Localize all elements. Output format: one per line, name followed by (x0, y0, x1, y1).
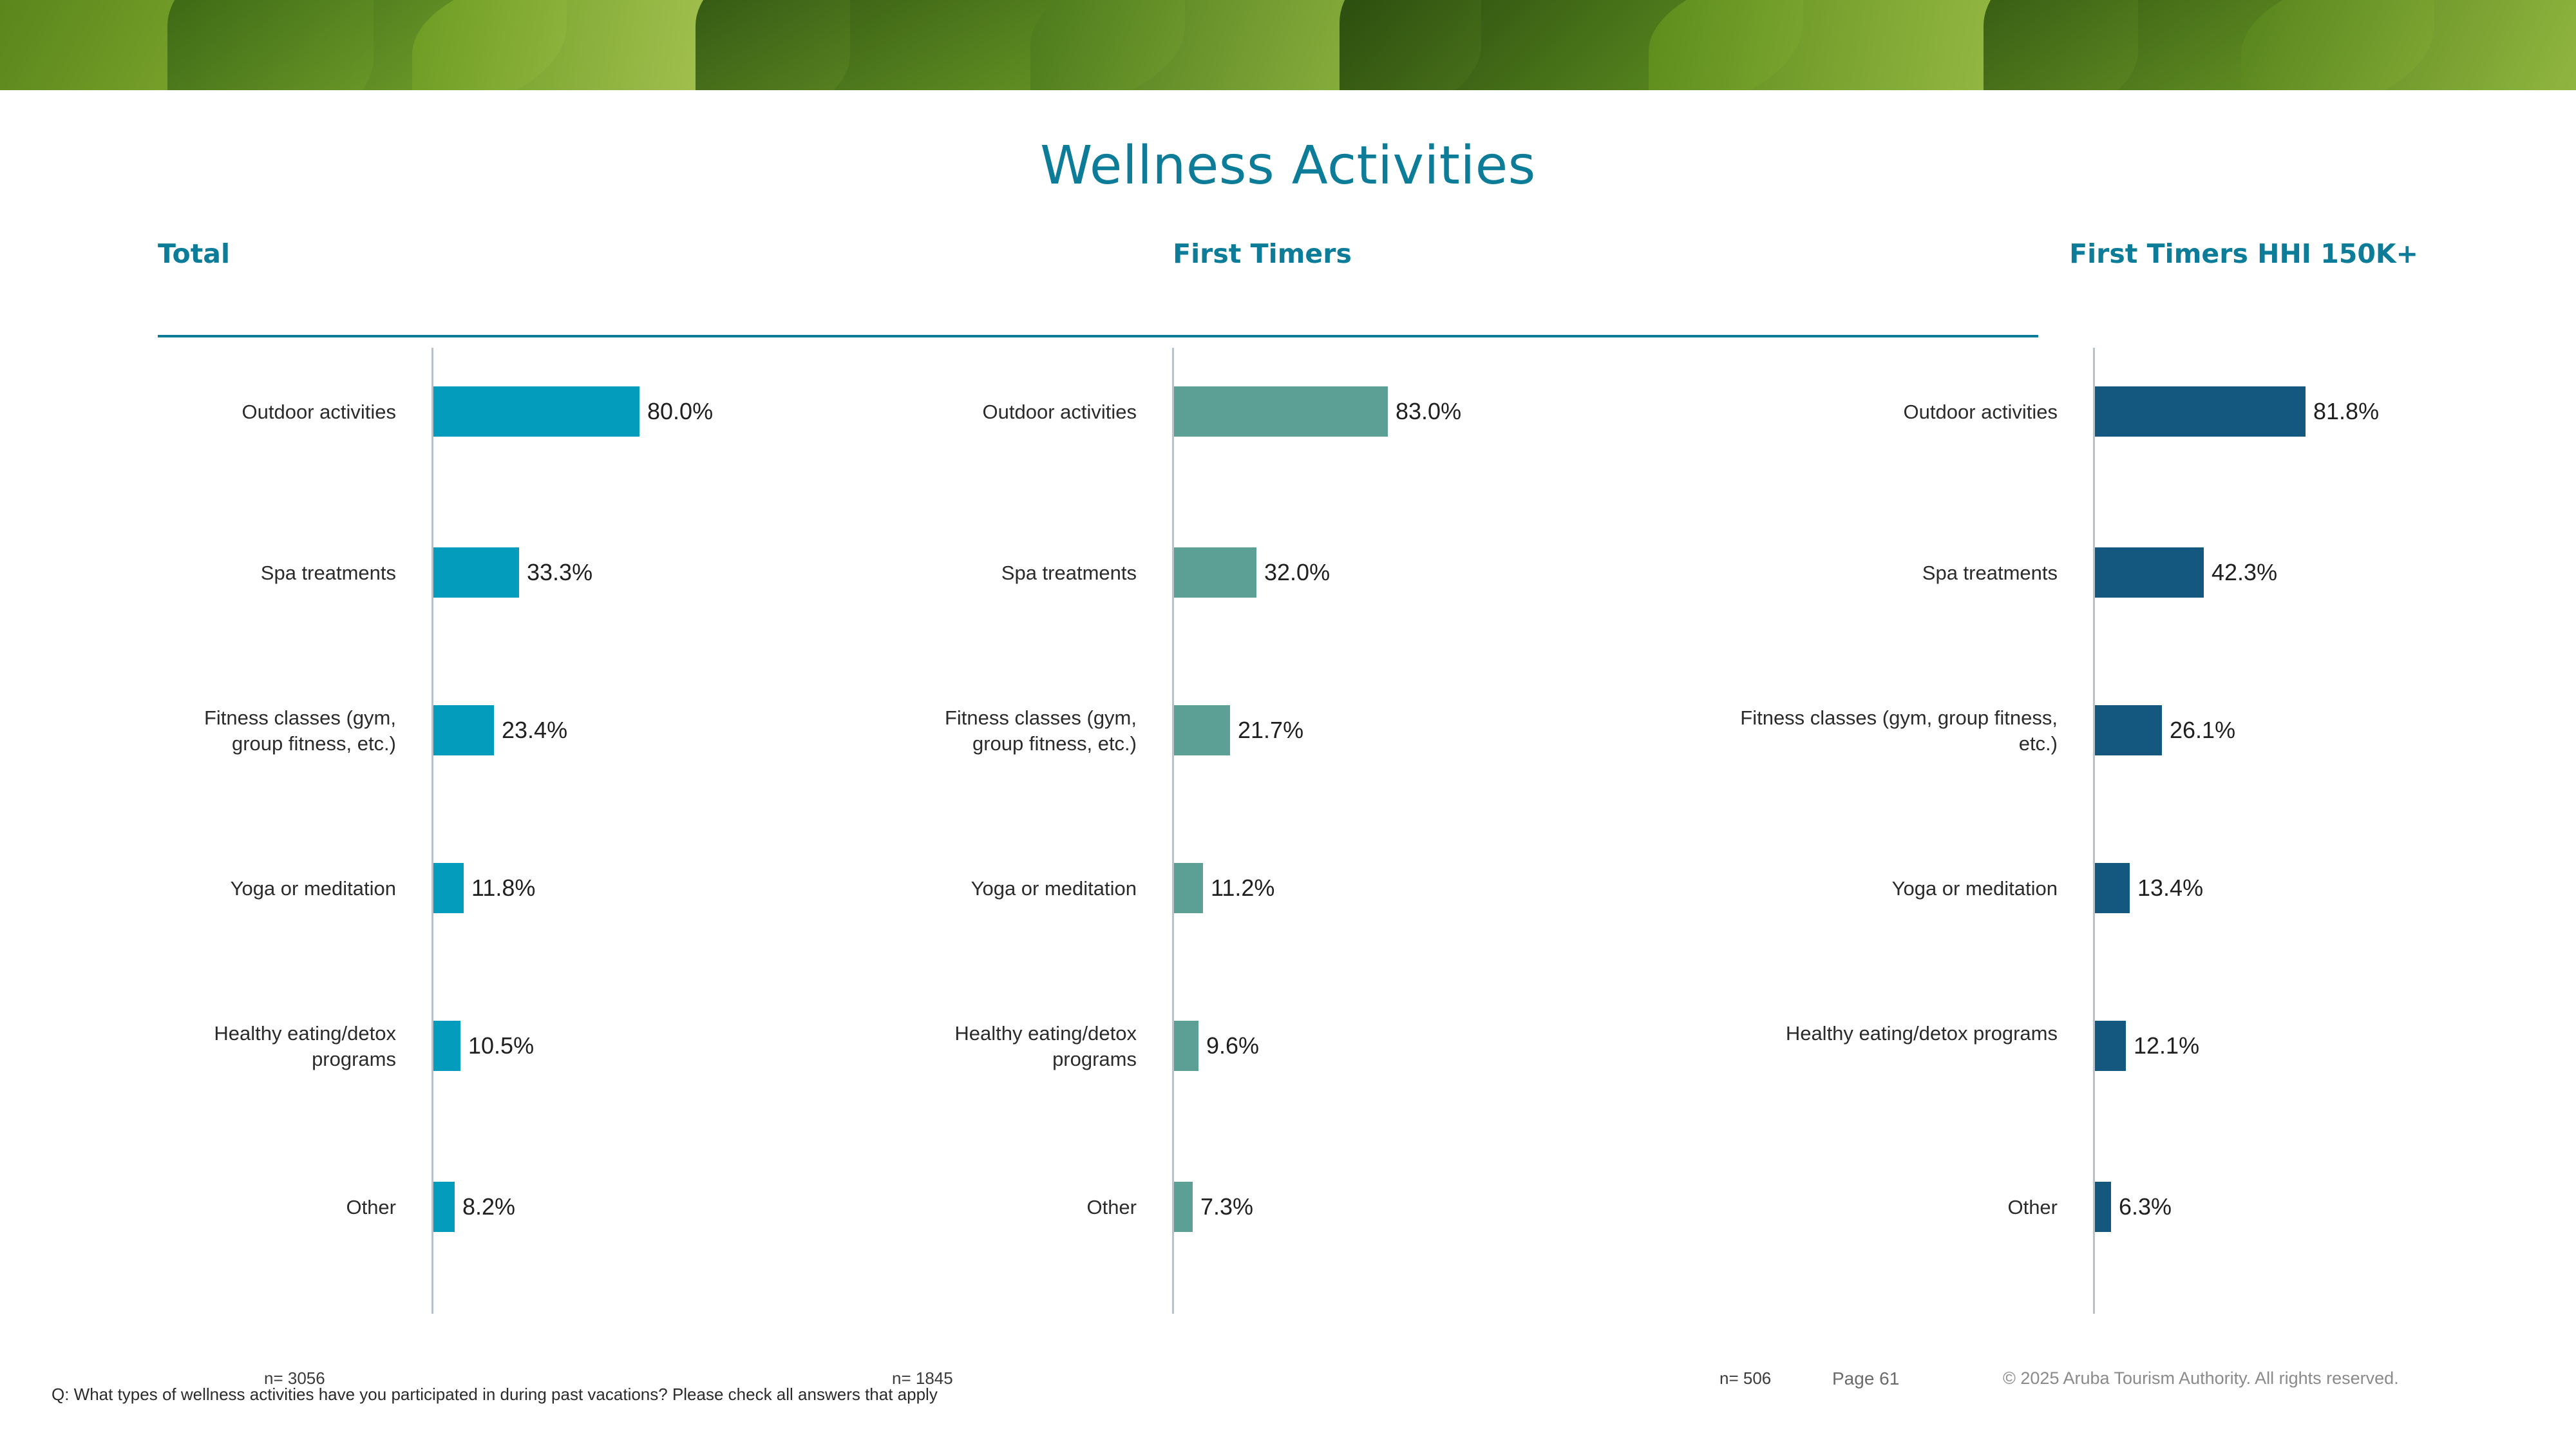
bar-value-label: 11.8% (471, 875, 536, 901)
bar (1174, 547, 1256, 598)
sample-size-total: n= 3056 (264, 1368, 325, 1388)
bar-value-label: 21.7% (1238, 717, 1304, 743)
category-label: Outdoor activities (242, 401, 396, 423)
category-label: Fitness classes (gym, group fitness, etc.) (944, 706, 1137, 755)
chart-row (1726, 1021, 2454, 1130)
bar-chart-first-timers (898, 348, 1626, 1314)
category-label: Fitness classes (gym, group fitness, etc.) (1740, 706, 2058, 755)
bar (433, 547, 519, 598)
bar (2095, 705, 2162, 755)
category-label: Other (346, 1196, 396, 1218)
category-label: Healthy eating/detox programs (1785, 1022, 2058, 1045)
bar-value-label: 9.6% (1206, 1032, 1260, 1059)
category-label: Healthy eating/detox programs (954, 1022, 1137, 1070)
bar-chart-first-timers-hhi (1726, 348, 2454, 1314)
bar (1174, 1182, 1193, 1232)
chart-row (1726, 547, 2454, 657)
bar-value-label: 23.4% (502, 717, 568, 743)
chart-row (1726, 863, 2454, 972)
bar (2095, 863, 2130, 913)
chart-row (1726, 705, 2454, 815)
category-label: Spa treatments (1922, 562, 2058, 584)
chart-row (898, 386, 1626, 496)
chart-panel-first-timers (892, 238, 1626, 1388)
bar-value-label: 12.1% (2134, 1032, 2200, 1059)
category-label: Yoga or meditation (971, 877, 1137, 900)
category-label: Yoga or meditation (230, 877, 396, 900)
question-footnote: Q: What types of wellness activities have you participated in during past vacations? Please check all answers that apply (52, 1385, 938, 1404)
category-label: Fitness classes (gym, group fitness, etc.) (204, 706, 396, 755)
category-label: Other (2007, 1196, 2058, 1218)
bar (433, 1182, 455, 1232)
chart-row (158, 705, 886, 815)
bar-chart-total (158, 348, 886, 1314)
page-number: Page 61 (1832, 1368, 1900, 1388)
bar (433, 386, 639, 437)
bar-value-label: 83.0% (1396, 398, 1462, 424)
chart-row (158, 1182, 886, 1291)
chart-row (158, 863, 886, 972)
copyright-notice: © 2025 Aruba Tourism Authority. All rights reserved. (2003, 1368, 2399, 1388)
chart-row (158, 547, 886, 657)
bar (2095, 1182, 2111, 1232)
category-label: Outdoor activities (982, 401, 1137, 423)
chart-row (1726, 1182, 2454, 1291)
bar (433, 705, 494, 755)
category-label: Outdoor activities (1903, 401, 2058, 423)
panel-title-total: Total (158, 238, 231, 269)
chart-row (898, 705, 1626, 815)
bar (1174, 705, 1230, 755)
bar-value-label: 13.4% (2137, 875, 2204, 901)
bar-value-label: 33.3% (527, 559, 593, 585)
bar (1174, 1021, 1198, 1071)
sample-size-first-timers-hhi: n= 506 (1719, 1368, 1772, 1388)
bar-value-label: 26.1% (2170, 717, 2236, 743)
bar-value-label: 11.2% (1211, 875, 1275, 901)
bar-value-label: 8.2% (462, 1193, 516, 1220)
chart-row (898, 547, 1626, 657)
category-label: Spa treatments (260, 562, 396, 584)
sample-size-first-timers: n= 1845 (892, 1368, 953, 1388)
category-label: Healthy eating/detox programs (214, 1022, 396, 1070)
chart-row (158, 1021, 886, 1130)
chart-row (898, 1021, 1626, 1130)
panel-title-first-timers-hhi: First Timers HHI 150K+ (2069, 238, 2418, 269)
chart-row (1726, 386, 2454, 496)
bar-value-label: 32.0% (1264, 559, 1331, 585)
chart-row (898, 863, 1626, 972)
bar-value-label: 80.0% (647, 398, 714, 424)
bar-value-label: 42.3% (2211, 559, 2278, 585)
bar (1174, 863, 1203, 913)
bar (1174, 386, 1388, 437)
page-title: Wellness Activities (1040, 135, 1536, 196)
bar (2095, 1021, 2126, 1071)
bar (433, 1021, 460, 1071)
category-label: Spa treatments (1001, 562, 1137, 584)
bar (2095, 386, 2306, 437)
bar (433, 863, 464, 913)
bar (2095, 547, 2204, 598)
chart-row (898, 1182, 1626, 1291)
chart-panel-total (158, 238, 886, 1388)
category-label: Other (1086, 1196, 1137, 1218)
category-label: Yoga or meditation (1891, 877, 2058, 900)
chart-row (158, 386, 886, 496)
bar-value-label: 10.5% (468, 1032, 535, 1059)
panel-title-first-timers: First Timers (1173, 238, 1352, 269)
bar-value-label: 7.3% (1200, 1193, 1254, 1220)
palm-banner-image (0, 0, 2576, 90)
bar-value-label: 81.8% (2313, 398, 2380, 424)
bar-value-label: 6.3% (2119, 1193, 2172, 1220)
